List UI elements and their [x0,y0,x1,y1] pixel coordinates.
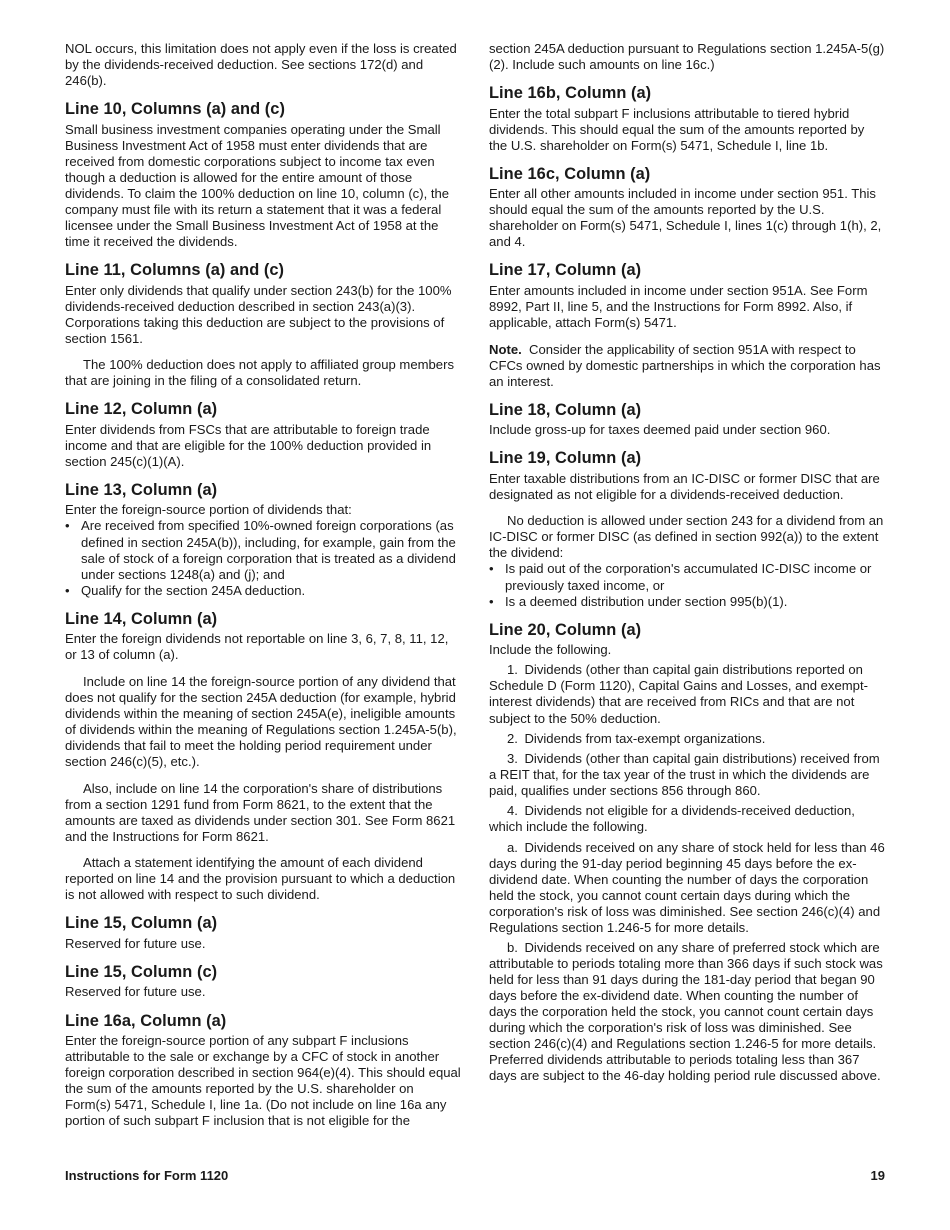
heading-line-11: Line 11, Columns (a) and (c) [65,261,285,280]
bullet-item: • Qualify for the section 245A deduction. [65,582,306,598]
paragraph: Enter the total subpart F inclusions attributable to tiered hybrid dividends. This should equal the sum of the amounts reported by the U.S. shareholder on Form(s) 5471, Schedule I, line 1b. [489,105,865,153]
paragraph: Reserved for future use. [65,935,206,951]
heading-line-19: Line 19, Column (a) [489,449,642,468]
paragraph: No deduction is allowed under section 243 for a dividend from an IC-DISC or former DISC (as defined in section 992(a)) to the extent the dividend: [489,513,884,561]
note: Note. Consider the applicability of section 951A with respect to CFCs owned by domestic partnerships in which the corporation has an interest. [489,341,881,389]
list-item: a. Dividends received on any share of stock held for less than 46 days during the 91-day period beginning 45 days before the ex-dividend date. When counting the number of days the corporation held the stock, you cannot count certain days during which the corporation's risk of loss was diminished. See section 246(c)(4) and Regulations section 1.246-5 for more details. [489,839,885,935]
paragraph: Enter dividends from FSCs that are attributable to foreign trade income and that are eligible for the 100% deduction provided in section 245(c)(1)(A). [65,421,432,469]
paragraph: Enter amounts included in income under section 951A. See Form 8992, Part II, line 5, and the Instructions for Form 8992. Also, if applicable, attach Form(s) 5471. [489,282,868,331]
paragraph: Enter only dividends that qualify under section 243(b) for the 100% dividends-received deduction described in section 243(a)(3). Corporations taking this deduction are subject to the provisions of section 1561. [65,282,452,346]
bullet-icon: • [489,593,494,609]
paragraph: NOL occurs, this limitation does not apply even if the loss is created by the dividends-received deduction. See sections 172(d) and 246(b). [65,41,457,89]
bullet-item: • Is a deemed distribution under section 995(b)(1). [489,593,788,609]
heading-line-10: Line 10, Columns (a) and (c) [65,100,285,119]
heading-line-13: Line 13, Column (a) [65,480,218,499]
paragraph: Include on line 14 the foreign-source portion of any dividend that does not qualify for the section 245A deduction (for example, hybrid dividends within the meaning of section 245A(e), ineligible amounts of dividends within the meaning of Regulations section 1.245A-5(b), dividends that fail to meet the holding period requirement under section 246(c)(5), etc.). [65,673,457,770]
heading-line-17: Line 17, Column (a) [489,261,642,280]
heading-line-20: Line 20, Column (a) [489,620,642,639]
paragraph: The 100% deduction does not apply to affiliated group members that are joining in the filing of a consolidated return. [65,357,454,389]
paragraph: Attach a statement identifying the amount of each dividend reported on line 14 and the provision pursuant to which a deduction is not allowed with respect to such dividend. [65,855,456,903]
right-column [489,41,885,1084]
list-item: b. Dividends received on any share of preferred stock which are attributable to periods totaling more than 366 days if such stock was held for less than 91 days during the 181-day period that began 90 days before the ex-dividend date. When counting the number of days the corporation held the stock, you cannot count certain days during which the corporation's risk of loss was diminished. See section 246(c)(4) and Regulations section 1.246-5 for more details. Preferred dividends attributable to periods totaling less than 367 days are subject to the 46-day holding period rule discussed above. [489,940,883,1084]
heading-line-16b: Line 16b, Column (a) [489,84,652,103]
paragraph: Enter taxable distributions from an IC-DISC or former DISC that are designated as not eligible for a dividends-received deduction. [489,470,880,502]
heading-line-16c: Line 16c, Column (a) [489,164,651,183]
paragraph: Enter the foreign-source portion of dividends that: [65,502,352,518]
list-item: 2. Dividends from tax-exempt organizations. [507,730,766,746]
heading-line-16a: Line 16a, Column (a) [65,1011,227,1030]
paragraph: Include gross-up for taxes deemed paid under section 960. [489,422,831,438]
paragraph: Reserved for future use. [65,984,206,1000]
list-item: 3. Dividends (other than capital gain distributions) received from a REIT that, for the tax year of the trust in which the dividends are paid, qualifies under sections 856 through 860. [489,750,880,799]
paragraph: Include the following. [489,642,612,658]
heading-line-14: Line 14, Column (a) [65,609,218,628]
heading-line-15a: Line 15, Column (a) [65,914,218,933]
heading-line-15c: Line 15, Column (c) [65,962,218,981]
note-label: Note. [489,341,522,357]
footer-title: Instructions for Form 1120 [65,1168,229,1183]
list-item: 1. Dividends (other than capital gain distributions reported on Schedule D (Form 1120), Capital Gains and Losses, and exempt-interest dividends) that are received from RICs and that are not subject to the 50% deduction. [489,662,868,726]
bullet-icon: • [489,561,494,577]
paragraph: section 245A deduction pursuant to Regulations section 1.245A-5(g)(2). Include such amounts on line 16c.) [489,41,885,73]
heading-line-18: Line 18, Column (a) [489,400,642,419]
paragraph: Small business investment companies operating under the Small Business Investment Act of 1958 must enter dividends that are received from domestic corporations subject to income tax even though a deduction is allowed for the entire amount of those dividends. To claim the 100% deduction on line 10, column (c), the company must file with its return a statement that it was a federal licensee under the Small Business Investment Act of 1958 at the time it received the dividends. [65,121,450,249]
page-number: 19 [870,1168,885,1183]
list-item: 4. Dividends not eligible for a dividends-received deduction, which include the following. [489,803,855,835]
paragraph: Enter the foreign dividends not reportable on line 3, 6, 7, 8, 11, 12, or 13 of column (a). [65,631,449,663]
bullet-icon: • [65,518,70,534]
bullet-item: • Are received from specified 10%-owned foreign corporations (as defined in section 245A(b)), including, for example, gain from the sale of stock of a foreign corporation that is treated as a dividend under sections 1248(a) and (j); and [65,518,456,582]
paragraph: Also, include on line 14 the corporation's share of distributions from a section 1291 fund from Form 8621, to the extent that the amounts are taxed as dividends under section 301. See Form 8621 and the Instructions for Form 8621. [65,780,456,844]
bullet-item: • Is paid out of the corporation's accumulated IC-DISC income or previously taxed income, or [489,561,872,593]
bullet-icon: • [65,582,70,598]
left-column [65,41,463,1129]
paragraph: Enter all other amounts included in income under section 951. This should equal the sum of the amounts reported by the U.S. shareholder on Form(s) 5471, Schedule I, lines 1(c) through 1(h), 2, and 4. [489,186,882,250]
heading-line-12: Line 12, Column (a) [65,400,218,419]
paragraph: Enter the foreign-source portion of any subpart F inclusions attributable to the sale or exchange by a CFC of stock in another foreign corporation described in section 964(e)(4). This should equal the sum of the amounts reported by the U.S. shareholder on Form(s) 5471, Schedule I, line 1a. (Do not include on line 16a any portion of such subpart F inclusion that is not eligible for the [65,1033,461,1129]
